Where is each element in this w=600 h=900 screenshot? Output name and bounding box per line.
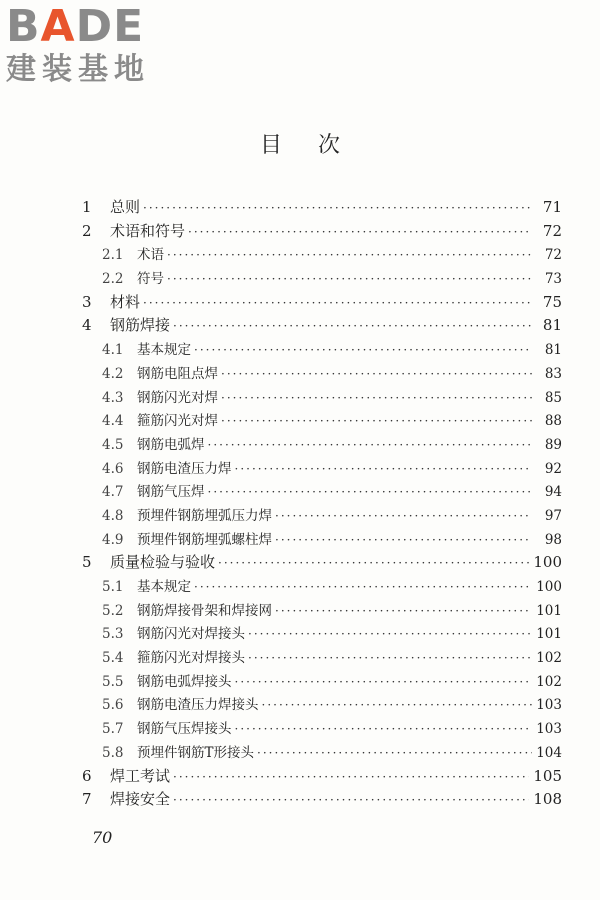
toc-label: 基本规定: [137, 342, 191, 359]
toc-page: 103: [536, 721, 562, 738]
toc-label: 钢筋闪光对焊接头: [137, 626, 245, 643]
toc-number: 5.2: [102, 602, 124, 619]
toc-leader-dots: [173, 319, 532, 333]
toc-leader-dots: [262, 698, 533, 712]
toc-entry[interactable]: [82, 362, 562, 386]
toc-label: 钢筋气压焊接头: [137, 721, 232, 738]
toc-number: 5.8: [102, 744, 124, 761]
toc-label: 基本规定: [137, 579, 191, 595]
toc-entry[interactable]: [82, 504, 562, 528]
toc-number: 2.1: [102, 247, 124, 264]
toc-label: 钢筋焊接骨架和焊接网: [137, 602, 272, 619]
toc-leader-dots: [221, 391, 532, 405]
toc-entry[interactable]: [82, 220, 562, 244]
table-of-contents: [82, 196, 562, 812]
toc-entry[interactable]: [82, 386, 562, 410]
bade-logo: [6, 1, 176, 88]
toc-number: 4: [82, 316, 92, 335]
toc-page: 85: [544, 389, 562, 406]
toc-label: 焊工考试: [110, 766, 171, 785]
toc-page: 88: [544, 413, 562, 430]
toc-label: 预埋件钢筋T形接头: [137, 744, 255, 761]
toc-leader-dots: [143, 296, 532, 310]
toc-label: 符号: [137, 271, 164, 288]
toc-number: 4.5: [102, 436, 124, 453]
toc-number: 5.3: [102, 626, 124, 643]
toc-entry[interactable]: [82, 670, 562, 694]
toc-leader-dots: [248, 627, 532, 641]
toc-page: 100: [536, 579, 562, 595]
toc-page: 108: [533, 790, 562, 809]
toc-number: 5.1: [102, 579, 124, 595]
toc-page: 81: [542, 316, 562, 335]
toc-leader-dots: [275, 604, 532, 618]
toc-page: 92: [544, 460, 562, 477]
toc-entry[interactable]: [82, 338, 562, 362]
toc-page: 72: [544, 247, 562, 264]
toc-entry[interactable]: [82, 599, 562, 623]
toc-page: 75: [542, 292, 562, 311]
toc-leader-dots: [248, 651, 532, 665]
toc-leader-dots: [218, 556, 529, 570]
toc-entry[interactable]: [82, 457, 562, 481]
toc-label: 钢筋电弧焊接头: [137, 673, 232, 690]
page-number: 70: [92, 828, 113, 847]
toc-number: 7: [82, 790, 92, 809]
toc-page: 94: [544, 484, 562, 501]
toc-page: 81: [544, 342, 562, 359]
toc-leader-dots: [167, 248, 532, 262]
toc-leader-dots: [167, 272, 532, 286]
toc-page: 97: [544, 507, 562, 524]
toc-page: 71: [542, 198, 562, 216]
toc-label: 钢筋焊接: [110, 316, 171, 335]
toc-entry[interactable]: [82, 433, 562, 457]
toc-entry[interactable]: [82, 480, 562, 504]
toc-number: 5.4: [102, 650, 124, 667]
toc-page: 98: [544, 531, 562, 548]
toc-page: 103: [536, 697, 562, 714]
toc-number: 3: [82, 292, 92, 311]
toc-entry[interactable]: [82, 788, 562, 812]
toc-page: 104: [536, 744, 562, 761]
toc-leader-dots: [173, 793, 529, 807]
toc-number: 4.8: [102, 507, 124, 524]
toc-leader-dots: [221, 414, 532, 428]
logo-subtitle: 建装基地: [6, 52, 150, 87]
toc-number: 2.2: [102, 271, 124, 288]
toc-leader-dots: [143, 201, 532, 215]
toc-label: 钢筋电阻点焊: [137, 365, 218, 382]
toc-number: 5.5: [102, 673, 124, 690]
toc-entry[interactable]: [82, 646, 562, 670]
toc-entry[interactable]: [82, 314, 562, 338]
toc-entry[interactable]: [82, 765, 562, 789]
toc-page: 83: [544, 365, 562, 382]
toc-number: 4.9: [102, 531, 124, 548]
toc-entry[interactable]: [82, 528, 562, 552]
toc-page: 102: [536, 650, 562, 667]
toc-label: 钢筋电渣压力焊接头: [137, 697, 259, 714]
toc-label: 钢筋气压焊: [137, 484, 205, 501]
toc-leader-dots: [275, 533, 532, 547]
toc-leader-dots: [208, 485, 533, 499]
toc-page: 89: [544, 436, 562, 453]
toc-number: 5.7: [102, 721, 124, 738]
toc-page: 72: [542, 221, 562, 240]
toc-label: 质量检验与验收: [110, 553, 216, 572]
toc-leader-dots: [235, 722, 533, 736]
toc-label: 焊接安全: [110, 790, 171, 809]
toc-leader-dots: [188, 225, 532, 239]
toc-number: 6: [82, 766, 92, 785]
toc-leader-dots: [235, 675, 533, 689]
toc-entry[interactable]: [82, 267, 562, 291]
toc-label: 术语和符号: [110, 221, 186, 240]
toc-label: 钢筋闪光对焊: [137, 389, 218, 406]
toc-page: 101: [536, 626, 562, 643]
toc-number: 4.3: [102, 389, 124, 406]
toc-leader-dots: [194, 580, 532, 594]
toc-label: 预埋件钢筋埋弧压力焊: [137, 507, 272, 524]
toc-label: 材料: [110, 292, 141, 311]
toc-entry[interactable]: [82, 693, 562, 717]
toc-label: 钢筋电弧焊: [137, 436, 205, 453]
toc-number: 4.7: [102, 484, 124, 501]
toc-label: 箍筋闪光对焊接头: [137, 650, 245, 667]
logo-letters: BADE: [6, 1, 145, 52]
toc-page: 100: [533, 553, 562, 572]
toc-leader-dots: [208, 438, 533, 452]
toc-label: 总则: [110, 198, 141, 216]
toc-entry[interactable]: [82, 622, 562, 646]
toc-entry[interactable]: [82, 741, 562, 765]
toc-label: 钢筋电渣压力焊: [137, 460, 232, 477]
toc-number: 5.6: [102, 697, 124, 714]
toc-label: 预埋件钢筋埋弧螺柱焊: [137, 531, 272, 548]
toc-number: 5: [82, 553, 92, 572]
toc-leader-dots: [275, 509, 532, 523]
toc-entry[interactable]: [82, 409, 562, 433]
logo-wordmark: [6, 1, 176, 52]
toc-number: 4.1: [102, 342, 124, 359]
toc-number: 2: [82, 221, 92, 240]
toc-leader-dots: [235, 462, 533, 476]
toc-entry[interactable]: [82, 717, 562, 741]
toc-number: 4.2: [102, 365, 124, 382]
toc-page: 105: [533, 766, 562, 785]
toc-number: 1: [82, 198, 92, 216]
toc-leader-dots: [221, 367, 532, 381]
toc-entry[interactable]: [82, 243, 562, 267]
toc-number: 4.4: [102, 413, 124, 430]
toc-leader-dots: [173, 770, 529, 784]
toc-page: 73: [544, 271, 562, 288]
toc-entry[interactable]: [82, 551, 562, 575]
toc-label: 术语: [137, 247, 164, 264]
toc-leader-dots: [194, 343, 532, 357]
toc-page: 102: [536, 673, 562, 690]
toc-entry[interactable]: [82, 575, 562, 599]
toc-leader-dots: [257, 746, 532, 760]
page-title: 目次: [259, 133, 376, 158]
toc-entry[interactable]: [82, 291, 562, 315]
toc-page: 101: [536, 602, 562, 619]
toc-label: 箍筋闪光对焊: [137, 413, 218, 430]
toc-number: 4.6: [102, 460, 124, 477]
toc-entry[interactable]: [82, 196, 562, 220]
